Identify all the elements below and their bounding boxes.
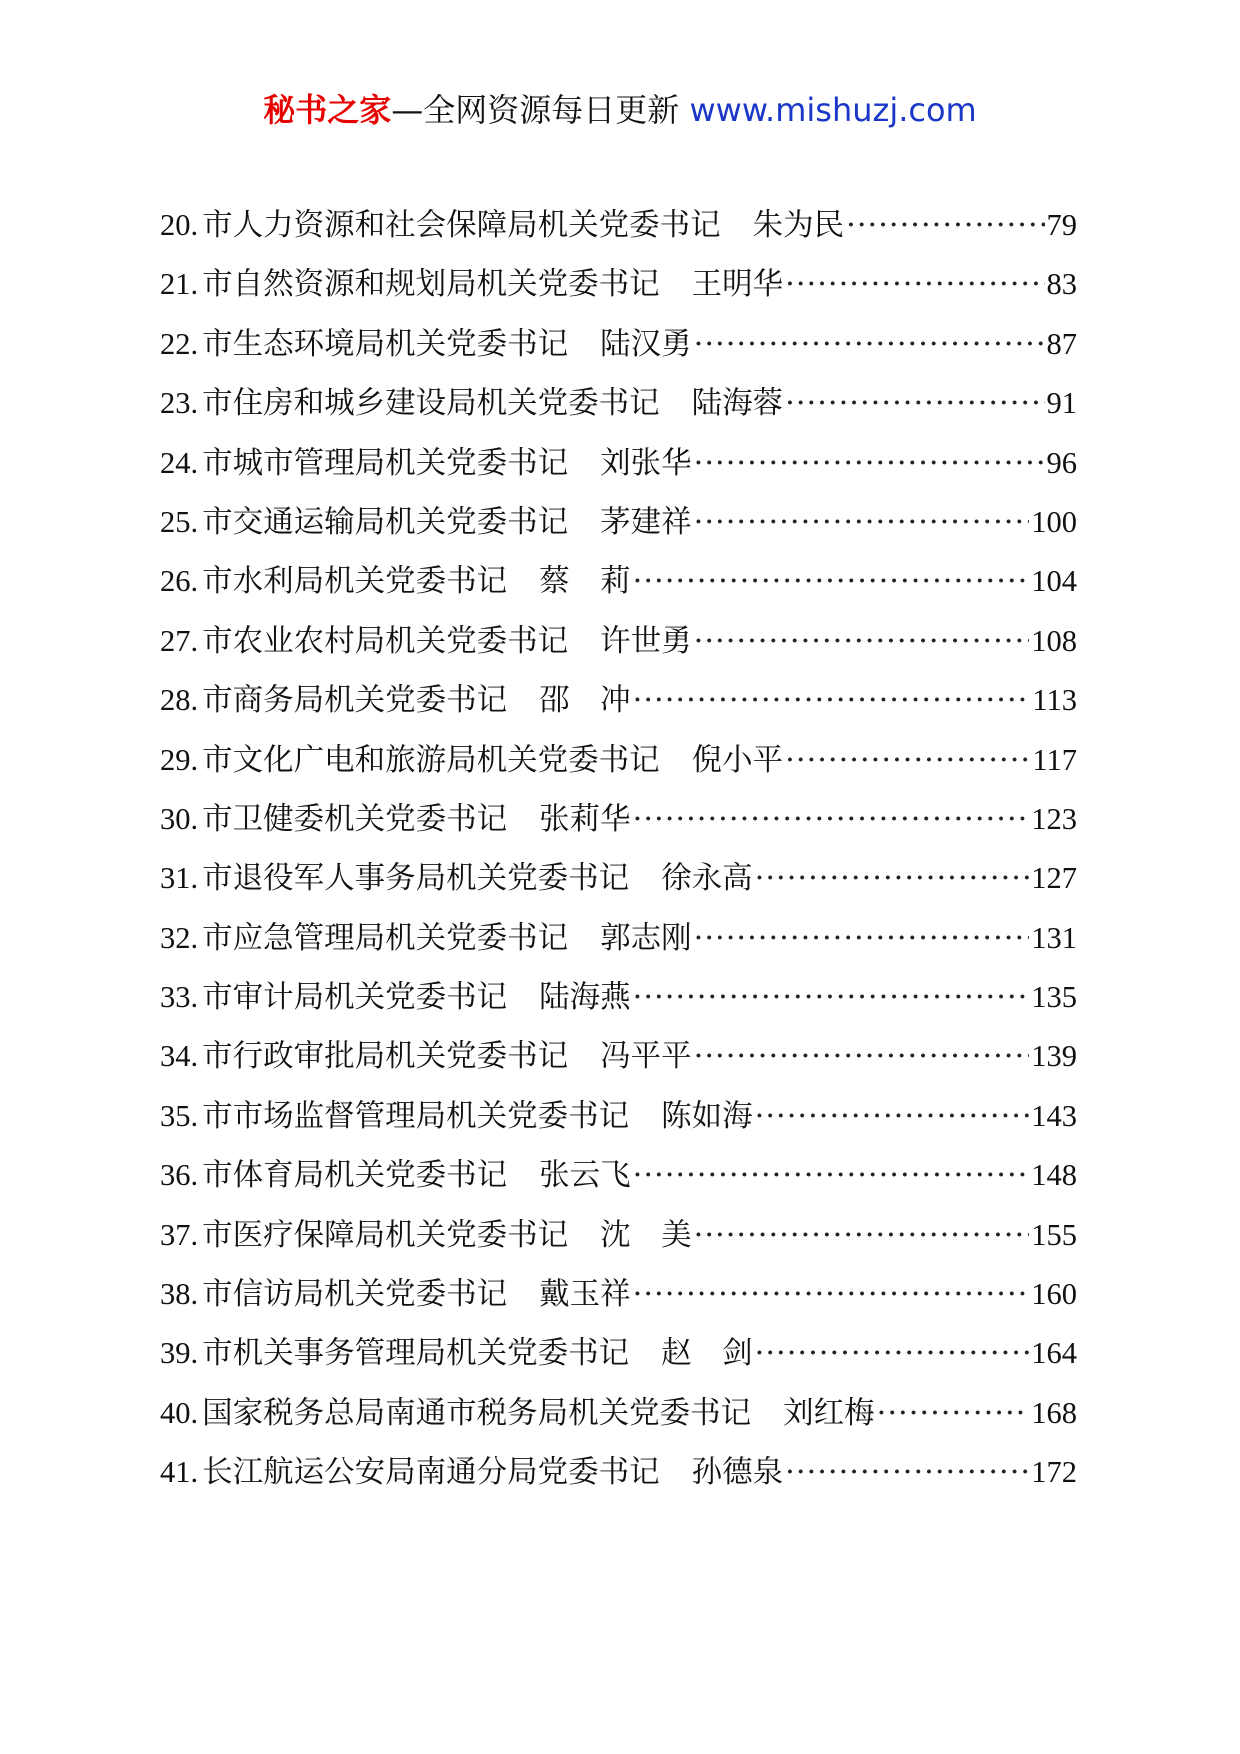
toc-entry-page: 100 bbox=[1031, 504, 1077, 539]
toc-entry[interactable] bbox=[160, 552, 1077, 611]
toc-entry-person: 许世勇 bbox=[600, 623, 692, 659]
toc-entry-title: 市农业农村局机关党委书记 bbox=[202, 623, 569, 659]
toc-entry[interactable] bbox=[160, 1206, 1077, 1265]
toc-entry-number: 34. bbox=[160, 1039, 199, 1074]
toc-entry-page: 172 bbox=[1031, 1455, 1077, 1490]
toc-entry-number: 20. bbox=[160, 208, 199, 242]
toc-entry-number: 25. bbox=[160, 504, 199, 539]
toc-entry-person: 孙德泉 bbox=[691, 1455, 784, 1491]
toc-dot-leader bbox=[633, 1265, 1030, 1324]
brand-name: 秘书之家 bbox=[263, 91, 392, 129]
toc-entry-title: 长江航运公安局南通分局党委书记 bbox=[202, 1455, 660, 1491]
toc-entry-person: 陆汉勇 bbox=[600, 326, 692, 362]
toc-entry-number: 37. bbox=[160, 1217, 199, 1252]
toc-entry-person: 邵 冲 bbox=[539, 683, 631, 719]
toc-entry-person: 戴玉祥 bbox=[539, 1277, 631, 1313]
toc-entry[interactable] bbox=[160, 1443, 1077, 1502]
toc-entry-page: 117 bbox=[1032, 742, 1077, 777]
toc-entry-person: 蔡 莉 bbox=[539, 564, 631, 600]
toc-entry-number: 27. bbox=[160, 623, 199, 658]
toc-entry[interactable] bbox=[160, 849, 1077, 908]
toc-entry[interactable] bbox=[160, 790, 1077, 849]
page-header bbox=[0, 88, 1240, 132]
toc-entry-page: 87 bbox=[1046, 326, 1077, 361]
toc-dot-leader bbox=[694, 1206, 1030, 1265]
toc-entry[interactable] bbox=[160, 731, 1077, 790]
toc-entry-title: 市自然资源和规划局机关党委书记 bbox=[202, 267, 660, 303]
toc-entry-number: 26. bbox=[160, 564, 199, 599]
toc-entry-title: 市生态环境局机关党委书记 bbox=[202, 326, 569, 362]
toc-dot-leader bbox=[694, 909, 1030, 968]
toc-entry-page: 148 bbox=[1031, 1158, 1077, 1193]
toc-entry[interactable] bbox=[160, 968, 1077, 1027]
toc-entry[interactable] bbox=[160, 315, 1077, 374]
toc-entry-page: 108 bbox=[1031, 623, 1077, 658]
toc-entry-page: 79 bbox=[1046, 208, 1077, 242]
toc-entry-title: 市卫健委机关党委书记 bbox=[202, 801, 508, 837]
toc-dot-leader bbox=[694, 1027, 1030, 1086]
toc-entry-number: 32. bbox=[160, 920, 199, 955]
toc-entry-page: 139 bbox=[1031, 1039, 1077, 1074]
toc-dot-leader bbox=[694, 315, 1045, 374]
toc-dot-leader bbox=[785, 1443, 1029, 1502]
toc-entry-number: 33. bbox=[160, 980, 199, 1015]
toc-entry-page: 96 bbox=[1046, 445, 1077, 480]
toc-entry[interactable] bbox=[160, 671, 1077, 730]
site-url-link[interactable]: www.mishuzj.com bbox=[689, 91, 977, 129]
toc-dot-leader bbox=[785, 255, 1044, 314]
toc-entry-page: 155 bbox=[1031, 1217, 1077, 1252]
toc-entry-number: 31. bbox=[160, 861, 199, 896]
toc-entry-title: 市信访局机关党委书记 bbox=[202, 1277, 508, 1313]
toc-entry-person: 陈如海 bbox=[661, 1098, 753, 1134]
toc-entry[interactable] bbox=[160, 1384, 1077, 1443]
toc-entry-person: 刘张华 bbox=[600, 445, 692, 481]
toc-entry-title: 市机关事务管理局机关党委书记 bbox=[202, 1336, 630, 1372]
toc-entry-person: 张莉华 bbox=[539, 801, 631, 837]
toc-entry-title: 市应急管理局机关党委书记 bbox=[202, 920, 569, 956]
toc-entry[interactable] bbox=[160, 374, 1077, 433]
toc-entry-title: 市退役军人事务局机关党委书记 bbox=[202, 861, 630, 897]
toc-dot-leader bbox=[694, 434, 1045, 493]
toc-entry-title: 市人力资源和社会保障局机关党委书记 bbox=[202, 208, 721, 243]
toc-dot-leader bbox=[877, 1384, 1030, 1443]
toc-dot-leader bbox=[755, 849, 1030, 908]
toc-entry-title: 市行政审批局机关党委书记 bbox=[202, 1039, 569, 1075]
toc-entry-number: 38. bbox=[160, 1277, 199, 1312]
header-tagline: —全网资源每日更新 bbox=[391, 91, 680, 129]
toc-entry-page: 168 bbox=[1031, 1395, 1077, 1430]
toc-dot-leader bbox=[694, 493, 1030, 552]
toc-entry-title: 市水利局机关党委书记 bbox=[202, 564, 508, 600]
toc-entry[interactable] bbox=[160, 196, 1077, 255]
toc-entry-title: 市市场监督管理局机关党委书记 bbox=[202, 1098, 630, 1134]
toc-entry-number: 28. bbox=[160, 683, 199, 718]
toc-entry[interactable] bbox=[160, 434, 1077, 493]
toc-entry-title: 市住房和城乡建设局机关党委书记 bbox=[202, 386, 660, 422]
toc-dot-leader bbox=[633, 1146, 1030, 1205]
toc-entry-person: 刘红梅 bbox=[783, 1395, 875, 1431]
toc-dot-leader bbox=[633, 790, 1030, 849]
toc-entry-title: 市医疗保障局机关党委书记 bbox=[202, 1217, 569, 1253]
toc-entry-title: 市商务局机关党委书记 bbox=[202, 683, 508, 719]
toc-entry[interactable] bbox=[160, 612, 1077, 671]
toc-dot-leader bbox=[755, 1324, 1030, 1383]
toc-entry-person: 徐永高 bbox=[661, 861, 753, 897]
toc-entry-page: 131 bbox=[1031, 920, 1077, 955]
toc-entry-page: 127 bbox=[1031, 861, 1077, 896]
toc-entry-number: 21. bbox=[160, 267, 199, 302]
toc-entry-page: 104 bbox=[1031, 564, 1077, 599]
toc-entry[interactable] bbox=[160, 1146, 1077, 1205]
toc-entry-title: 国家税务总局南通市税务局机关党委书记 bbox=[202, 1395, 752, 1431]
toc-entry-person: 冯平平 bbox=[600, 1039, 692, 1075]
toc-entry-title: 市文化广电和旅游局机关党委书记 bbox=[202, 742, 660, 778]
toc-entry-page: 135 bbox=[1031, 980, 1077, 1015]
toc-entry[interactable] bbox=[160, 909, 1077, 968]
toc-entry-page: 123 bbox=[1031, 801, 1077, 836]
toc-entry-number: 40. bbox=[160, 1395, 199, 1430]
toc-entry-person: 陆海蓉 bbox=[691, 386, 784, 422]
toc-entry-page: 91 bbox=[1046, 386, 1077, 421]
toc-entry-number: 29. bbox=[160, 742, 199, 777]
toc-dot-leader bbox=[633, 671, 1031, 730]
toc-entry-title: 市交通运输局机关党委书记 bbox=[202, 504, 569, 540]
toc-entry-person: 朱为民 bbox=[752, 208, 845, 243]
toc-entry-number: 39. bbox=[160, 1336, 199, 1371]
toc-entry-page: 160 bbox=[1031, 1277, 1077, 1312]
toc-entry-number: 35. bbox=[160, 1098, 199, 1133]
toc-entry-page: 143 bbox=[1031, 1098, 1077, 1133]
toc-entry-page: 113 bbox=[1032, 683, 1077, 718]
toc-entry-title: 市体育局机关党委书记 bbox=[202, 1158, 508, 1194]
toc-dot-leader bbox=[633, 968, 1030, 1027]
toc-dot-leader bbox=[755, 1087, 1030, 1146]
toc-entry-person: 郭志刚 bbox=[600, 920, 692, 956]
toc-entry-page: 164 bbox=[1031, 1336, 1077, 1371]
toc-entry-number: 30. bbox=[160, 801, 199, 836]
toc-entry-person: 陆海燕 bbox=[539, 980, 631, 1016]
toc-entry-title: 市城市管理局机关党委书记 bbox=[202, 445, 569, 481]
toc-entry-person: 茅建祥 bbox=[600, 504, 692, 540]
toc-entry-person: 倪小平 bbox=[691, 742, 784, 778]
toc-entry-number: 41. bbox=[160, 1455, 199, 1490]
toc-entry-title: 市审计局机关党委书记 bbox=[202, 980, 508, 1016]
toc-dot-leader bbox=[633, 552, 1030, 611]
toc-dot-leader bbox=[785, 731, 1030, 790]
toc-dot-leader bbox=[846, 196, 1044, 255]
toc-entry-page: 83 bbox=[1046, 267, 1077, 302]
table-of-contents bbox=[160, 196, 1077, 1503]
toc-entry[interactable] bbox=[160, 1265, 1077, 1324]
toc-dot-leader bbox=[694, 612, 1030, 671]
toc-entry-person: 赵 剑 bbox=[661, 1336, 753, 1372]
toc-dot-leader bbox=[785, 374, 1044, 433]
toc-entry-number: 24. bbox=[160, 445, 199, 480]
toc-entry[interactable] bbox=[160, 1027, 1077, 1086]
toc-entry-person: 沈 美 bbox=[600, 1217, 692, 1253]
toc-entry-person: 张云飞 bbox=[539, 1158, 631, 1194]
toc-entry[interactable] bbox=[160, 255, 1077, 314]
toc-entry-number: 22. bbox=[160, 326, 199, 361]
toc-entry-number: 36. bbox=[160, 1158, 199, 1193]
toc-entry[interactable] bbox=[160, 493, 1077, 552]
toc-entry[interactable] bbox=[160, 1324, 1077, 1383]
toc-entry-person: 王明华 bbox=[691, 267, 784, 303]
toc-entry-number: 23. bbox=[160, 386, 199, 421]
toc-entry[interactable] bbox=[160, 1087, 1077, 1146]
